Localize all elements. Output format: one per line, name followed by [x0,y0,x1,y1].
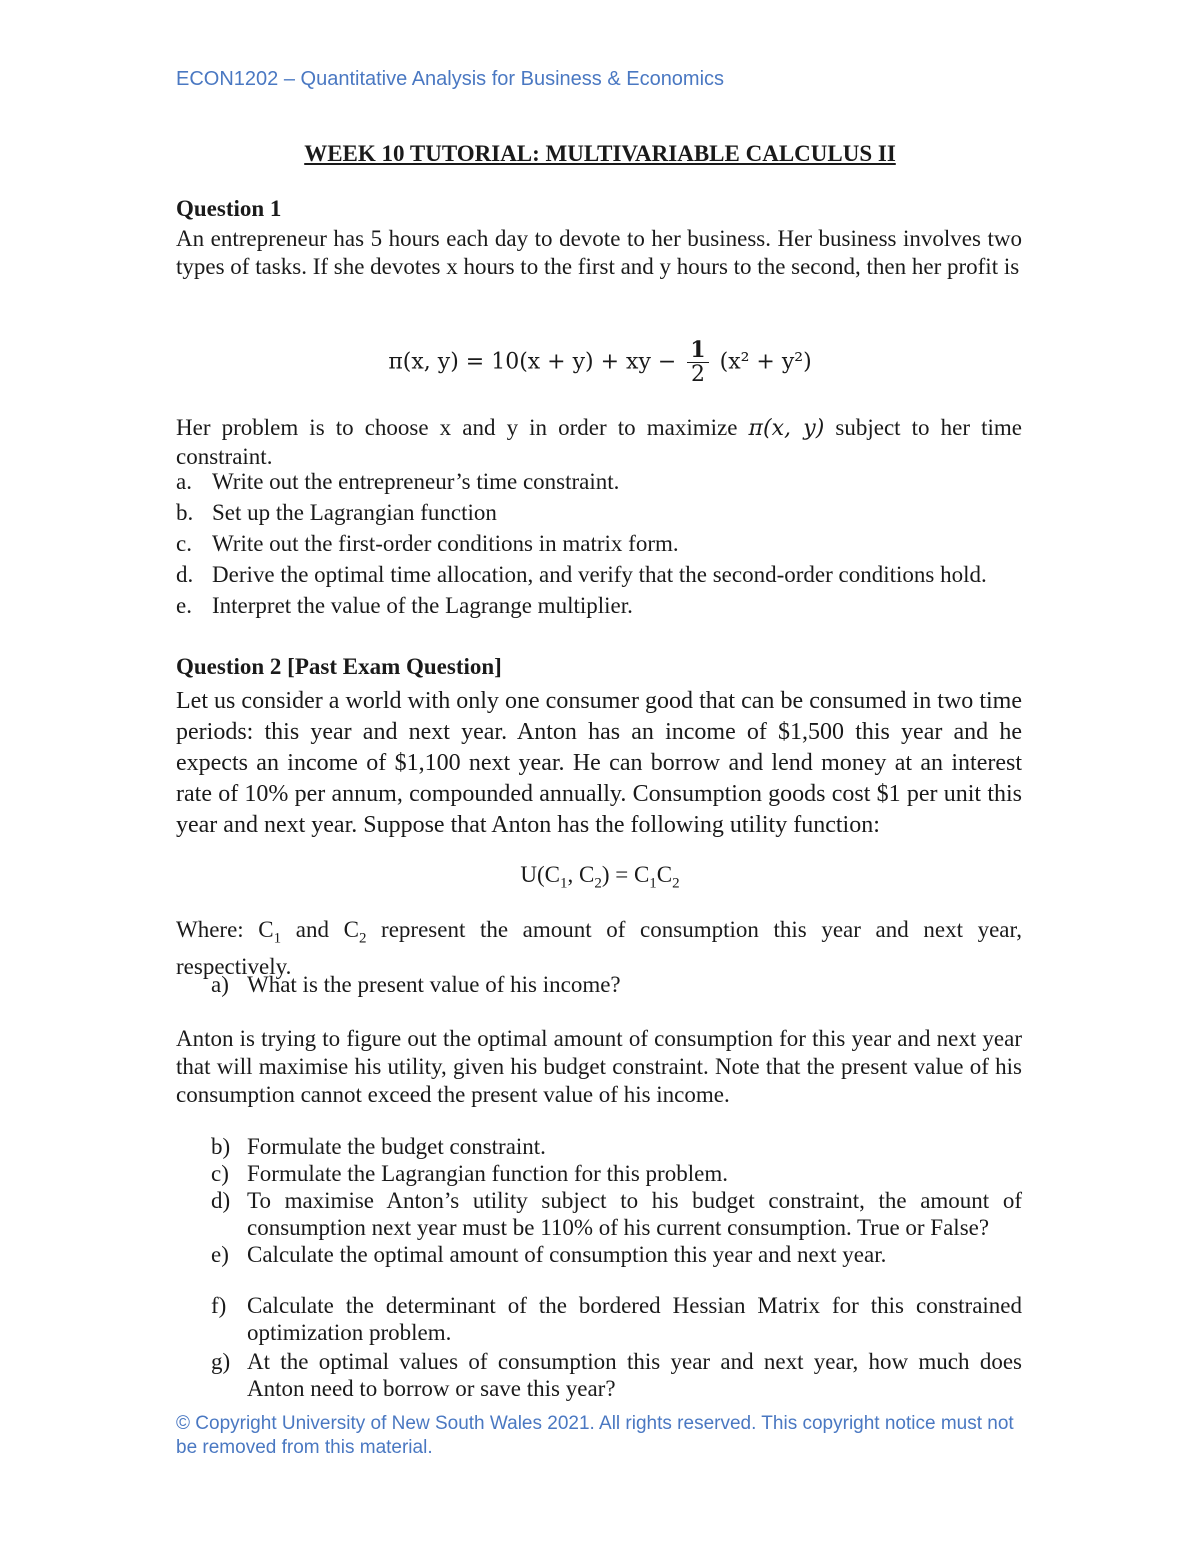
list-item: e. Interpret the value of the Lagrange multiplier. [176,593,633,618]
problem-text-2: subject to her time constraint. [176,415,1022,469]
list-item: c) Formulate the Lagrangian function for this problem. [211,1161,728,1186]
equation-fraction [687,338,708,387]
question-1-problem [176,414,1022,471]
question-2-parts-b-e [211,1133,1022,1268]
list-item: e) Calculate the optimal amount of consumption this year and next year. [211,1242,887,1267]
list-item: b) Formulate the budget constraint. [211,1134,546,1159]
list-item: b. Set up the Lagrangian function [176,500,497,525]
list-item: c. Write out the first-order conditions in matrix form. [176,531,679,556]
page-title: WEEK 10 TUTORIAL: MULTIVARIABLE CALCULUS II [304,141,896,166]
question-1-heading: Question 1 [176,196,282,221]
question-2-heading: Question 2 [Past Exam Question] [176,654,502,679]
list-item: g) At the optimal values of consumption this year and next year, how much does Anton need to borrow or save this year? [211,1349,1022,1401]
problem-text-1: Her problem is to choose x and y in order to maximize [176,415,738,440]
question-2-part-a [211,971,1022,998]
copyright-footer: © Copyright University of New South Wales 2021. All rights reserved. This copyright notice must not be removed from this material. [176,1413,1014,1458]
list-item: f) Calculate the determinant of the bordered Hessian Matrix for this constrained optimization problem. [211,1293,1022,1345]
question-2-middle: Anton is trying to figure out the optimal amount of consumption for this year and next year that will maximise his utility, given his budget constraint. Note that the present value of his consumption cannot exceed the present value of his income. [176,1026,1022,1107]
fraction-denominator: 2 [690,362,705,387]
question-2-parts-f-g [211,1292,1022,1402]
list-item: a. Write out the entrepreneur’s time constraint. [176,469,620,494]
list-item: d) To maximise Anton’s utility subject to his budget constraint, the amount of consumption next year must be 110% of his current consumption. True or False? [211,1188,1022,1240]
list-item: a) What is the present value of his income? [211,972,621,997]
profit-equation [0,338,1200,387]
course-header: ECON1202 – Quantitative Analysis for Business & Economics [176,68,725,90]
equation-lhs: π(x, y) = 10(x + y) + xy − [388,349,677,375]
problem-function: π(x, y) [748,416,825,441]
utility-function: $U(C_1$, $C_2) = C_1C_2$ [520,862,680,892]
list-item: d. Derive the optimal time allocation, and verify that the second-order conditions hold. [176,562,987,587]
question-2-intro: Let us consider a world with only one consumer good that can be consumed in two time periods: this year and next year. Anton has an income of $1,500 this year and he expects an income of $1,100 next year. He can borrow and lend money at an interest rate of 10% per annum, compounded annually. Consumption goods cost $1 per unit this year and next year. Suppose that Anton has the following utility function: [176,688,1022,838]
equation-rhs: (x² + y²) [719,349,812,375]
fraction-numerator: 1 [687,338,708,363]
where-definition: Where: $C_1$ and $C_2$ represent the amount of consumption this year and next year, respectively. [176,917,1022,979]
question-1-parts [176,466,1022,621]
question-1-intro: An entrepreneur has 5 hours each day to devote to her business. Her business involves two types of tasks. If she devotes x hours to the first and y hours to the second, then her profit is [176,226,1022,279]
